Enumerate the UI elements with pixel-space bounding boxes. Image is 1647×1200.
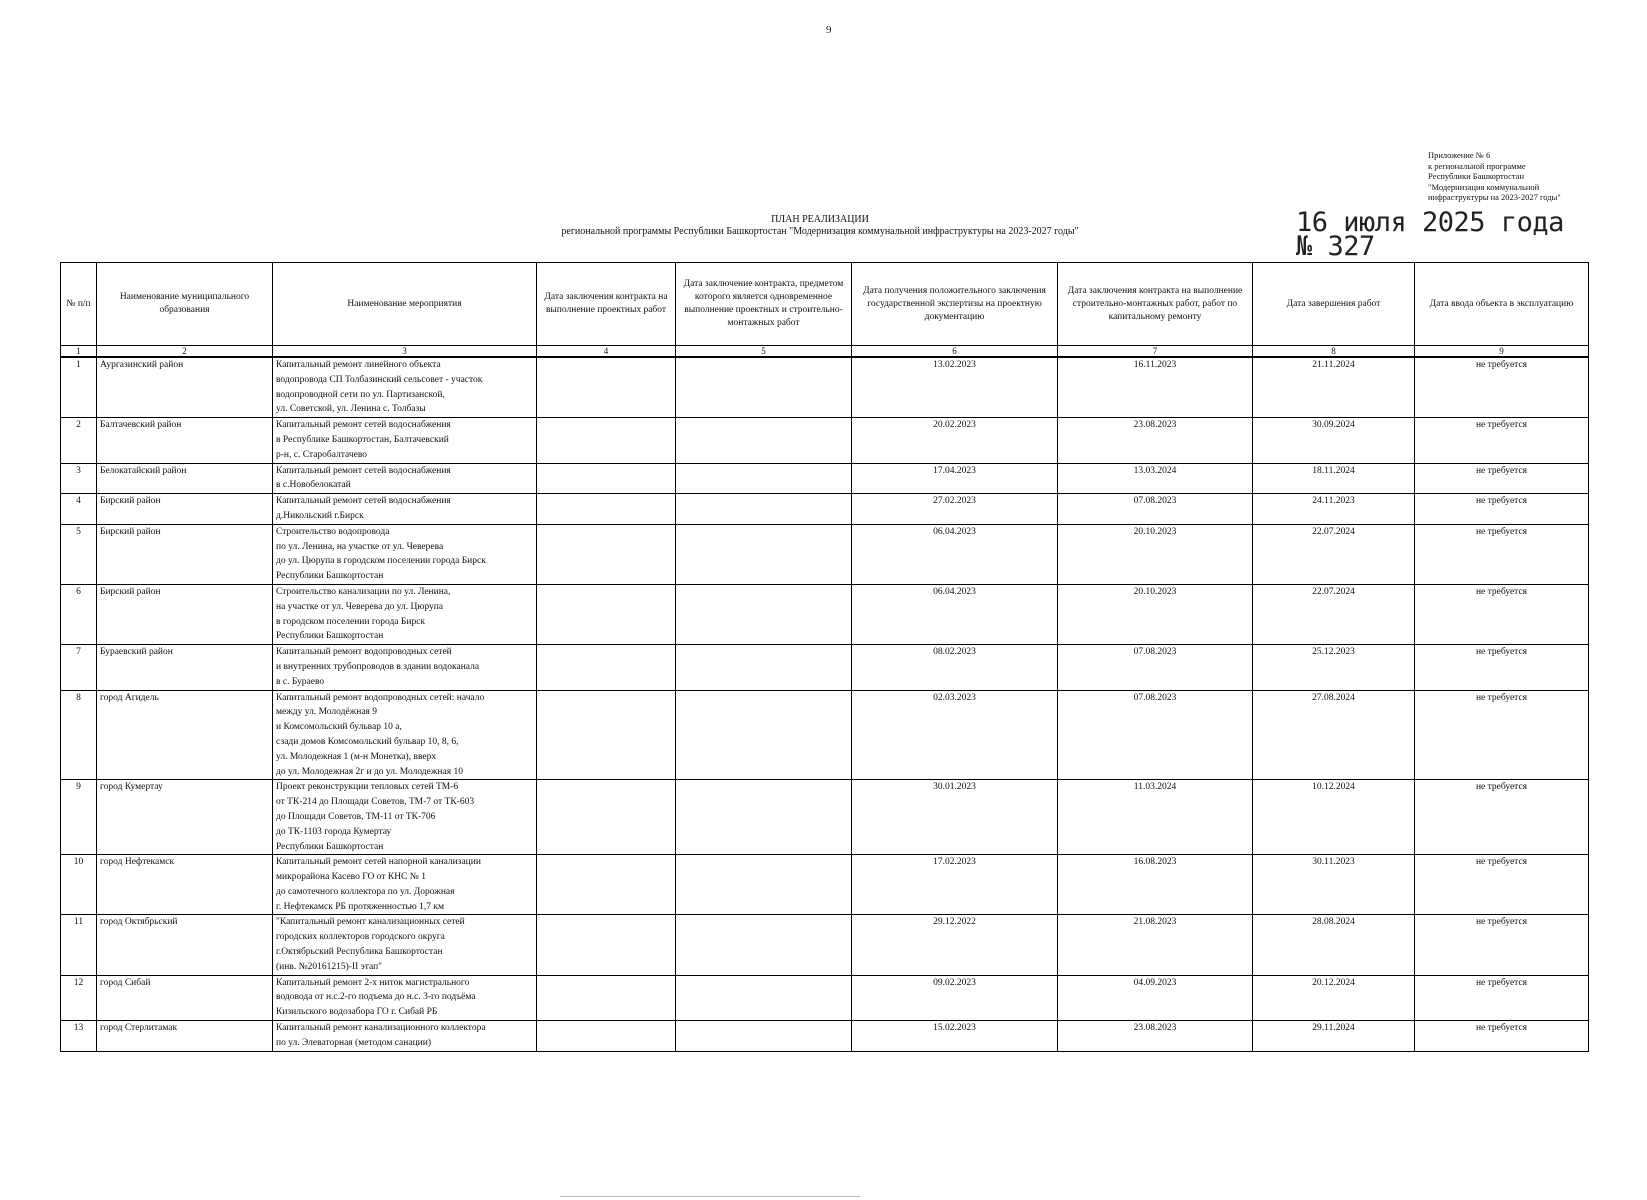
completion-date-cell: 29.11.2024 bbox=[1253, 1021, 1415, 1052]
design-contract-date-cell bbox=[537, 357, 676, 418]
municipality-cell: Бирский район bbox=[97, 584, 273, 644]
municipality-cell: город Стерлитамак bbox=[97, 1021, 273, 1052]
construction-contract-date-cell: 11.03.2024 bbox=[1058, 780, 1253, 855]
table-row bbox=[61, 524, 1589, 584]
work-cell bbox=[273, 494, 537, 525]
work-line: водопроводной сети по ул. Партизанской, bbox=[276, 389, 445, 400]
column-number: 6 bbox=[852, 346, 1058, 358]
work-line: и Комсомольский бульвар 10 а, bbox=[276, 722, 402, 733]
table-row bbox=[61, 690, 1589, 780]
appendix-line: инфраструктуры на 2023-2027 годы" bbox=[1428, 192, 1561, 202]
design-contract-date-cell bbox=[537, 915, 676, 975]
work-line: до Площади Советов, ТМ-11 от ТК-706 bbox=[276, 811, 436, 822]
municipality-cell: город Нефтекамск bbox=[97, 855, 273, 915]
column-number-row bbox=[61, 346, 1589, 358]
commissioning-cell: не требуется bbox=[1415, 418, 1589, 463]
work-line: г.Октябрьский Республика Башкортостан bbox=[276, 947, 443, 958]
work-cell bbox=[273, 1021, 537, 1052]
work-line: ул. Советской, ул. Ленина с. Толбазы bbox=[276, 404, 426, 415]
work-line: Республики Башкортостан bbox=[276, 841, 384, 852]
work-line: Капитальный ремонт канализационного коллектора bbox=[276, 1023, 486, 1034]
header-cell: Дата получения положительного заключения государственной экспертизы на проектную документацию bbox=[852, 263, 1058, 346]
design-contract-date-cell bbox=[537, 855, 676, 915]
work-cell bbox=[273, 855, 537, 915]
appendix-line: Республики Башкортостан bbox=[1428, 171, 1525, 181]
row-number: 13 bbox=[61, 1021, 97, 1052]
table-row bbox=[61, 463, 1589, 494]
work-line: ул. Молодежная 1 (м-н Монетка), вверх bbox=[276, 751, 437, 762]
work-line: "Капитальный ремонт канализационных сетей bbox=[276, 917, 465, 928]
commissioning-cell: не требуется bbox=[1415, 1021, 1589, 1052]
design-contract-date-cell bbox=[537, 418, 676, 463]
header-cell: № п/п bbox=[61, 263, 97, 346]
stamp-number: № 327 bbox=[1296, 231, 1375, 262]
work-line: до ул. Молодежная 2г и до ул. Молодежная 10 bbox=[276, 766, 463, 777]
municipality-cell: Бирский район bbox=[97, 494, 273, 525]
work-line: микрорайона Касево ГО от КНС № 1 bbox=[276, 872, 426, 883]
work-line: в Республике Башкортостан, Балтачевский bbox=[276, 434, 449, 445]
table-row bbox=[61, 494, 1589, 525]
construction-contract-date-cell: 21.08.2023 bbox=[1058, 915, 1253, 975]
design-contract-date-cell bbox=[537, 463, 676, 494]
combined-contract-date-cell bbox=[676, 645, 852, 690]
expertise-date-cell: 17.04.2023 bbox=[852, 463, 1058, 494]
page-number: 9 bbox=[826, 24, 832, 36]
commissioning-cell: не требуется bbox=[1415, 494, 1589, 525]
commissioning-cell: не требуется bbox=[1415, 584, 1589, 644]
construction-contract-date-cell: 16.08.2023 bbox=[1058, 855, 1253, 915]
work-line: в с.Новобелокатай bbox=[276, 480, 351, 491]
appendix-note bbox=[1428, 150, 1628, 203]
completion-date-cell: 22.07.2024 bbox=[1253, 524, 1415, 584]
municipality-cell: Бураевский район bbox=[97, 645, 273, 690]
table-row bbox=[61, 780, 1589, 855]
table-row bbox=[61, 418, 1589, 463]
row-number: 12 bbox=[61, 975, 97, 1020]
design-contract-date-cell bbox=[537, 690, 676, 780]
construction-contract-date-cell: 07.08.2023 bbox=[1058, 645, 1253, 690]
municipality-cell: Балтачевский район bbox=[97, 418, 273, 463]
plan-table-body bbox=[61, 357, 1589, 1051]
row-number: 10 bbox=[61, 855, 97, 915]
completion-date-cell: 22.07.2024 bbox=[1253, 584, 1415, 644]
completion-date-cell: 10.12.2024 bbox=[1253, 780, 1415, 855]
expertise-date-cell: 27.02.2023 bbox=[852, 494, 1058, 525]
plan-title-block bbox=[520, 214, 1120, 238]
header-cell: Дата завершения работ bbox=[1253, 263, 1415, 346]
work-line: городских коллекторов городского округа bbox=[276, 932, 445, 943]
column-number: 3 bbox=[273, 346, 537, 358]
table-row bbox=[61, 645, 1589, 690]
commissioning-cell: не требуется bbox=[1415, 524, 1589, 584]
header-cell: Дата заключения контракта на выполнение строительно-монтажных работ, работ по капитальному ремонту bbox=[1058, 263, 1253, 346]
work-line: Проект реконструкции тепловых сетей ТМ-6 bbox=[276, 782, 459, 793]
commissioning-cell: не требуется bbox=[1415, 690, 1589, 780]
work-line: до самотечного коллектора по ул. Дорожная bbox=[276, 886, 455, 897]
row-number: 1 bbox=[61, 357, 97, 418]
column-number: 7 bbox=[1058, 346, 1253, 358]
work-line: на участке от ул. Чеверева до ул. Цюрупа bbox=[276, 601, 444, 612]
work-cell bbox=[273, 690, 537, 780]
row-number: 7 bbox=[61, 645, 97, 690]
work-line: Строительство канализации по ул. Ленина, bbox=[276, 586, 451, 597]
row-number: 9 bbox=[61, 780, 97, 855]
commissioning-cell: не требуется bbox=[1415, 357, 1589, 418]
combined-contract-date-cell bbox=[676, 1021, 852, 1052]
plan-title: ПЛАН РЕАЛИЗАЦИИ bbox=[771, 214, 869, 225]
work-line: между ул. Молодёжная 9 bbox=[276, 707, 378, 718]
work-line: водопровода СП Толбазинский сельсовет - участок bbox=[276, 374, 483, 385]
completion-date-cell: 28.08.2024 bbox=[1253, 915, 1415, 975]
municipality-cell: город Сибай bbox=[97, 975, 273, 1020]
expertise-date-cell: 06.04.2023 bbox=[852, 584, 1058, 644]
row-number: 11 bbox=[61, 915, 97, 975]
work-line: по ул. Элеваторная (методом санации) bbox=[276, 1037, 431, 1048]
work-cell bbox=[273, 584, 537, 644]
work-line: Капитальный ремонт сетей водоснабжения bbox=[276, 496, 451, 507]
table-row bbox=[61, 1021, 1589, 1052]
municipality-cell: Белокатайский район bbox=[97, 463, 273, 494]
municipality-cell: город Кумертау bbox=[97, 780, 273, 855]
construction-contract-date-cell: 07.08.2023 bbox=[1058, 690, 1253, 780]
construction-contract-date-cell: 23.08.2023 bbox=[1058, 1021, 1253, 1052]
construction-contract-date-cell: 04.09.2023 bbox=[1058, 975, 1253, 1020]
column-number: 8 bbox=[1253, 346, 1415, 358]
table-row bbox=[61, 975, 1589, 1020]
work-cell bbox=[273, 418, 537, 463]
combined-contract-date-cell bbox=[676, 524, 852, 584]
combined-contract-date-cell bbox=[676, 780, 852, 855]
commissioning-cell: не требуется bbox=[1415, 645, 1589, 690]
column-number: 2 bbox=[97, 346, 273, 358]
design-contract-date-cell bbox=[537, 780, 676, 855]
appendix-line: к региональной программе bbox=[1428, 160, 1526, 171]
column-number: 5 bbox=[676, 346, 852, 358]
work-line: Капитальный ремонт сетей напорной канализации bbox=[276, 857, 481, 868]
work-line: Капитальный ремонт водопроводных сетей: начало bbox=[276, 692, 485, 703]
work-line: Капитальный ремонт 2-х ниток магистрального bbox=[276, 977, 470, 988]
work-line: Капитальный ремонт сетей водоснабжения bbox=[276, 420, 451, 431]
header-cell: Дата ввода объекта в эксплуатацию bbox=[1415, 263, 1589, 346]
combined-contract-date-cell bbox=[676, 463, 852, 494]
work-line: г. Нефтекамск РБ протяженностью 1,7 км bbox=[276, 901, 445, 912]
design-contract-date-cell bbox=[537, 494, 676, 525]
date-stamp bbox=[1296, 207, 1564, 262]
work-line: Республики Башкортостан bbox=[276, 571, 384, 582]
municipality-cell: город Октябрьский bbox=[97, 915, 273, 975]
work-line: Капитальный ремонт водопроводных сетей bbox=[276, 647, 452, 658]
header-cell: Наименование мероприятия bbox=[273, 263, 537, 346]
stamp-date: 16 июля 2025 года bbox=[1296, 207, 1564, 238]
work-line: Капитальный ремонт сетей водоснабжения bbox=[276, 465, 451, 476]
scan-edge-line bbox=[560, 1196, 860, 1197]
header-cell: Наименование муниципального образования bbox=[97, 263, 273, 346]
combined-contract-date-cell bbox=[676, 418, 852, 463]
construction-contract-date-cell: 23.08.2023 bbox=[1058, 418, 1253, 463]
construction-contract-date-cell: 07.08.2023 bbox=[1058, 494, 1253, 525]
work-line: (инв. №20161215)-II этап" bbox=[276, 961, 383, 972]
row-number: 3 bbox=[61, 463, 97, 494]
work-line: по ул. Ленина, на участке от ул. Чеверева bbox=[276, 541, 444, 552]
row-number: 5 bbox=[61, 524, 97, 584]
combined-contract-date-cell bbox=[676, 357, 852, 418]
construction-contract-date-cell: 16.11.2023 bbox=[1058, 357, 1253, 418]
header-cell: Дата заключения контракта на выполнение проектных работ bbox=[537, 263, 676, 346]
expertise-date-cell: 13.02.2023 bbox=[852, 357, 1058, 418]
expertise-date-cell: 29.12.2022 bbox=[852, 915, 1058, 975]
completion-date-cell: 27.08.2024 bbox=[1253, 690, 1415, 780]
municipality-cell: город Агидель bbox=[97, 690, 273, 780]
appendix-line: "Модернизация коммунальной bbox=[1428, 181, 1540, 192]
row-number: 8 bbox=[61, 690, 97, 780]
combined-contract-date-cell bbox=[676, 915, 852, 975]
expertise-date-cell: 09.02.2023 bbox=[852, 975, 1058, 1020]
completion-date-cell: 21.11.2024 bbox=[1253, 357, 1415, 418]
table-row bbox=[61, 855, 1589, 915]
combined-contract-date-cell bbox=[676, 494, 852, 525]
appendix-line: Приложение № 6 bbox=[1428, 150, 1491, 160]
work-cell bbox=[273, 645, 537, 690]
commissioning-cell: не требуется bbox=[1415, 975, 1589, 1020]
column-number: 4 bbox=[537, 346, 676, 358]
commissioning-cell: не требуется bbox=[1415, 780, 1589, 855]
row-number: 4 bbox=[61, 494, 97, 525]
work-line: Строительство водопровода bbox=[276, 526, 390, 537]
row-number: 2 bbox=[61, 418, 97, 463]
column-number: 9 bbox=[1415, 346, 1589, 358]
design-contract-date-cell bbox=[537, 645, 676, 690]
completion-date-cell: 20.12.2024 bbox=[1253, 975, 1415, 1020]
design-contract-date-cell bbox=[537, 524, 676, 584]
plan-table bbox=[60, 262, 1589, 1052]
work-line: в городском поселении города Бирск bbox=[276, 616, 426, 627]
plan-subtitle: региональной программы Республики Башкортостан "Модернизация коммунальной инфраструктуры на 2023-2027 годы" bbox=[561, 226, 1079, 237]
expertise-date-cell: 30.01.2023 bbox=[852, 780, 1058, 855]
work-line: сзади домов Комсомольский бульвар 10, 8, 6, bbox=[276, 736, 459, 747]
table-row bbox=[61, 915, 1589, 975]
expertise-date-cell: 17.02.2023 bbox=[852, 855, 1058, 915]
header-row bbox=[61, 263, 1589, 346]
municipality-cell: Аургазинский район bbox=[97, 357, 273, 418]
work-line: и внутренних трубопроводов в здании водоканала bbox=[276, 661, 480, 672]
municipality-cell: Бирский район bbox=[97, 524, 273, 584]
design-contract-date-cell bbox=[537, 975, 676, 1020]
expertise-date-cell: 15.02.2023 bbox=[852, 1021, 1058, 1052]
combined-contract-date-cell bbox=[676, 855, 852, 915]
work-cell bbox=[273, 524, 537, 584]
column-number: 1 bbox=[61, 346, 97, 358]
work-line: Капитальный ремонт линейного объекта bbox=[276, 360, 441, 370]
construction-contract-date-cell: 13.03.2024 bbox=[1058, 463, 1253, 494]
work-line: Кизильского водозабора ГО г. Сибай РБ bbox=[276, 1007, 438, 1018]
expertise-date-cell: 02.03.2023 bbox=[852, 690, 1058, 780]
completion-date-cell: 24.11.2023 bbox=[1253, 494, 1415, 525]
expertise-date-cell: 06.04.2023 bbox=[852, 524, 1058, 584]
construction-contract-date-cell: 20.10.2023 bbox=[1058, 524, 1253, 584]
work-cell bbox=[273, 463, 537, 494]
work-line: р-н, с. Старобалтачево bbox=[276, 449, 368, 460]
commissioning-cell: не требуется bbox=[1415, 463, 1589, 494]
completion-date-cell: 30.09.2024 bbox=[1253, 418, 1415, 463]
construction-contract-date-cell: 20.10.2023 bbox=[1058, 584, 1253, 644]
commissioning-cell: не требуется bbox=[1415, 915, 1589, 975]
row-number: 6 bbox=[61, 584, 97, 644]
work-cell bbox=[273, 357, 537, 418]
work-line: Республики Башкортостан bbox=[276, 631, 384, 642]
work-cell bbox=[273, 780, 537, 855]
work-line: от ТК-214 до Площади Советов, ТМ-7 от ТК-603 bbox=[276, 797, 475, 808]
combined-contract-date-cell bbox=[676, 584, 852, 644]
work-line: в с. Бураево bbox=[276, 676, 325, 687]
combined-contract-date-cell bbox=[676, 975, 852, 1020]
completion-date-cell: 18.11.2024 bbox=[1253, 463, 1415, 494]
work-line: д.Никольский г.Бирск bbox=[276, 510, 364, 521]
header-cell: Дата заключение контракта, предметом которого является одновременное выполнение проектных и строительно-монтажных работ bbox=[676, 263, 852, 346]
design-contract-date-cell bbox=[537, 1021, 676, 1052]
work-cell bbox=[273, 975, 537, 1020]
design-contract-date-cell bbox=[537, 584, 676, 644]
completion-date-cell: 25.12.2023 bbox=[1253, 645, 1415, 690]
completion-date-cell: 30.11.2023 bbox=[1253, 855, 1415, 915]
table-row bbox=[61, 584, 1589, 644]
commissioning-cell: не требуется bbox=[1415, 855, 1589, 915]
work-line: до ТК-1103 города Кумертау bbox=[276, 826, 392, 837]
work-line: водовода от н.с.2-го подъема до н.с. 3-го подъёма bbox=[276, 992, 476, 1003]
expertise-date-cell: 08.02.2023 bbox=[852, 645, 1058, 690]
work-cell bbox=[273, 915, 537, 975]
work-line: до ул. Цюрупа в городском поселении города Бирск bbox=[276, 556, 486, 567]
expertise-date-cell: 20.02.2023 bbox=[852, 418, 1058, 463]
combined-contract-date-cell bbox=[676, 690, 852, 780]
table-row bbox=[61, 357, 1589, 418]
